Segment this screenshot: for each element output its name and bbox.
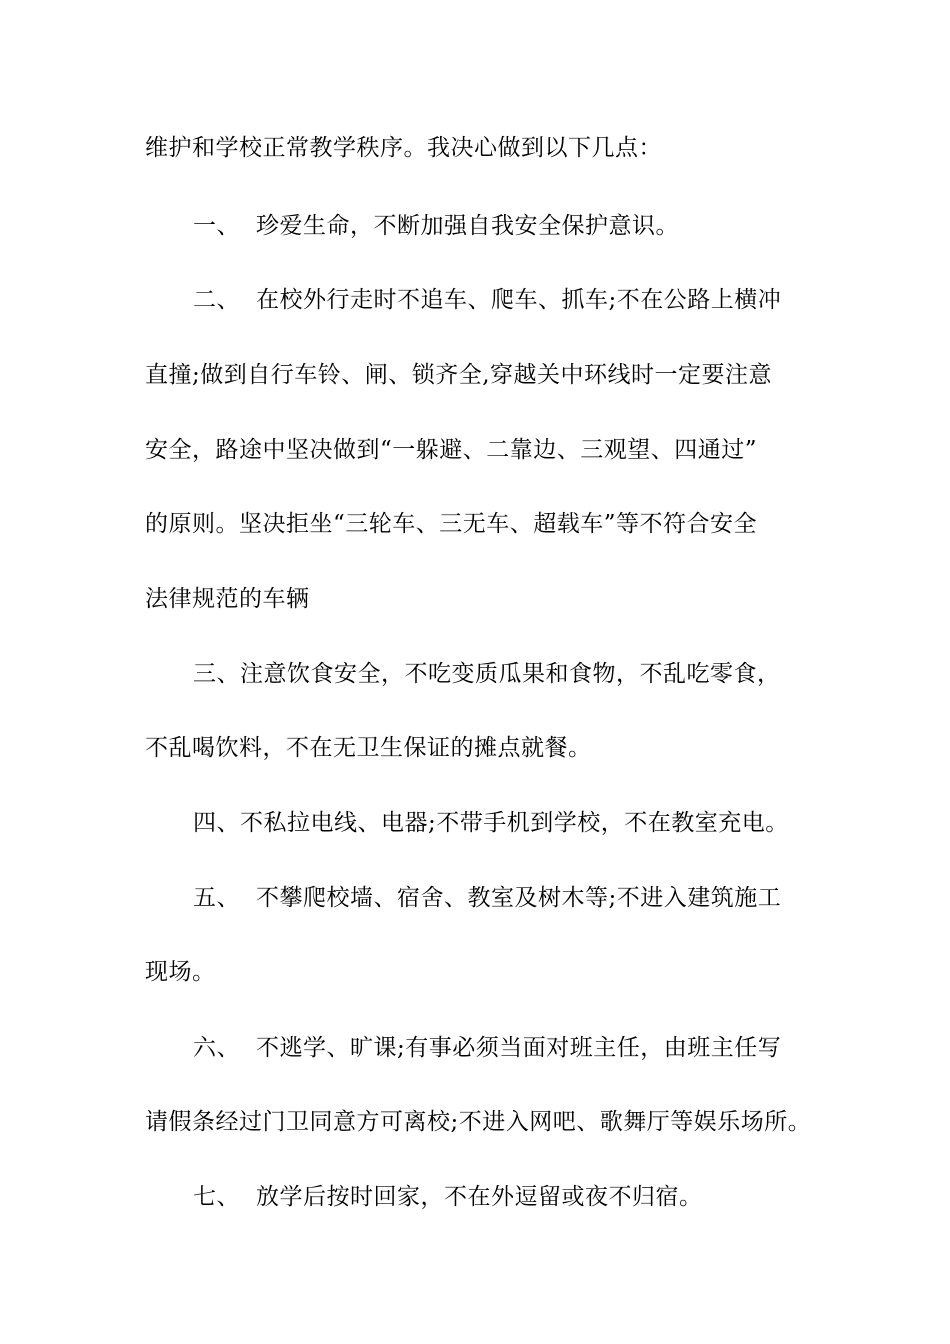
paragraph-line <box>145 360 845 390</box>
line-text: 放学后按时回家，不在外逗留或夜不归宿。 <box>256 1184 703 1210</box>
line-text: 法律规范的车辆 <box>145 586 310 612</box>
list-number: 五、 <box>193 885 240 911</box>
line-text: 珍爱生命，不断加强自我安全保护意识。 <box>256 213 679 239</box>
list-number: 六、 <box>193 1035 240 1061</box>
line-text: 不乱喝饮料，不在无卫生保证的摊点就餐。 <box>145 735 592 761</box>
line-text: 的原则。坚决拒坐“三轮车、三无车、超载车”等不符合安全 <box>145 511 758 537</box>
list-item-4 <box>193 808 893 838</box>
list-item-2 <box>193 285 893 315</box>
list-item-7 <box>193 1182 893 1212</box>
list-item-5 <box>193 883 893 913</box>
line-text: 四、不私拉电线、电器;不带手机到学校，不在教室充电。 <box>193 810 789 836</box>
line-text: 请假条经过门卫同意方可离校;不进入网吧、歌舞厅等娱乐场所。 <box>145 1109 812 1135</box>
list-number: 二、 <box>193 287 240 313</box>
list-item-6 <box>193 1033 893 1063</box>
list-item-1 <box>193 211 893 241</box>
line-text: 不攀爬校墙、宿舍、教室及树木等;不进入建筑施工 <box>256 885 782 911</box>
paragraph-line <box>145 733 845 763</box>
paragraph-line <box>145 509 845 539</box>
line-text: 不逃学、旷课;有事必须当面对班主任，由班主任写 <box>256 1035 782 1061</box>
line-text: 三、注意饮食安全，不吃变质瓜果和食物，不乱吃零食， <box>193 661 781 687</box>
line-text: 维护和学校正常教学秩序。我决心做到以下几点： <box>145 135 662 161</box>
line-text: 在校外行走时不追车、爬车、抓车;不在公路上横冲 <box>256 287 782 313</box>
paragraph-line <box>145 435 845 465</box>
line-text: 安全，路途中坚决做到“一躲避、二靠边、三观望、四通过” <box>145 437 758 463</box>
list-number: 一、 <box>193 213 240 239</box>
line-text: 直撞;做到自行车铃、闸、锁齐全,穿越关中环线时一定要注意 <box>145 362 773 388</box>
list-number: 七、 <box>193 1184 240 1210</box>
paragraph-line <box>145 957 845 987</box>
paragraph-line <box>145 1107 845 1137</box>
line-text: 现场。 <box>145 959 216 985</box>
paragraph-line <box>145 133 845 163</box>
paragraph-line <box>145 584 845 614</box>
list-item-3 <box>193 659 893 689</box>
